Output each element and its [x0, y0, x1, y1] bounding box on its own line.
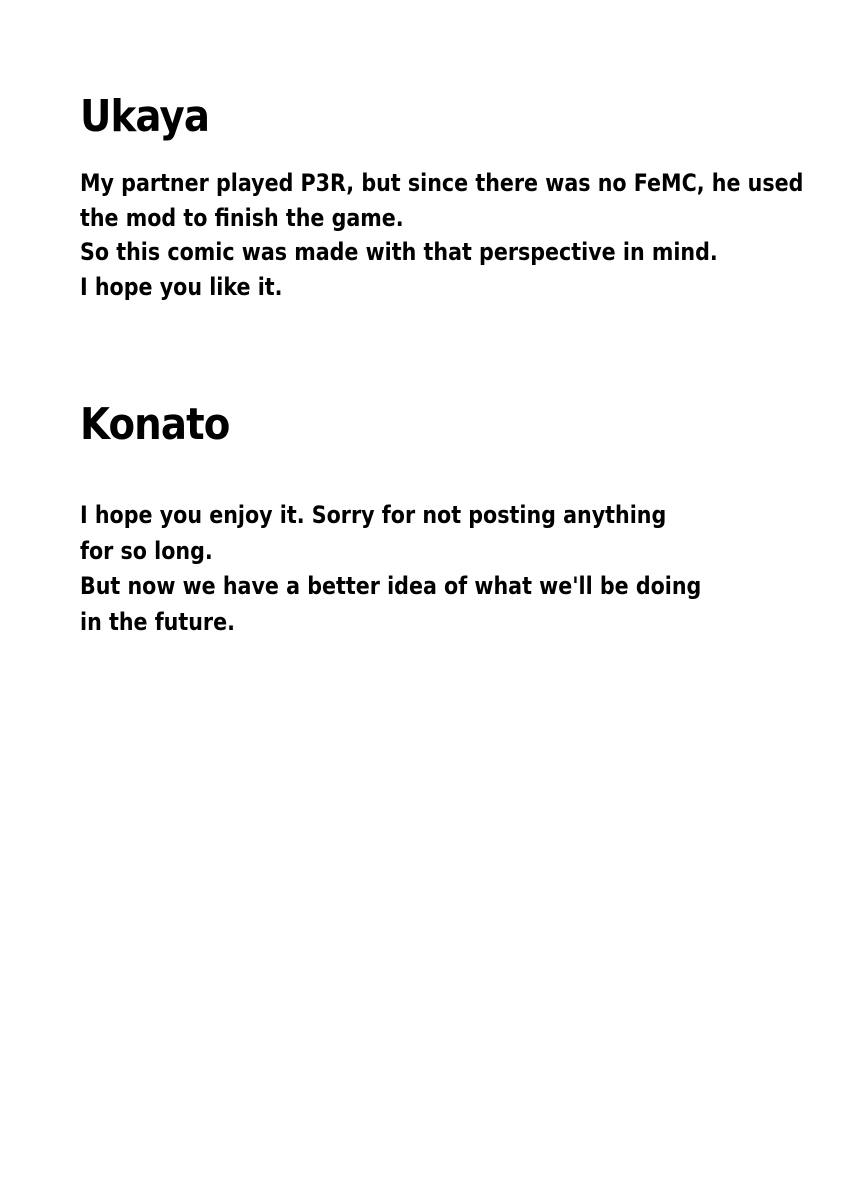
message-line: for so long. [80, 536, 213, 565]
message-line: I hope you like it. [80, 272, 283, 301]
message-line: But now we have a better idea of what we'll be doing [80, 572, 702, 600]
message-line: in the future. [80, 607, 235, 636]
author-name-ukaya: Ukaya [80, 91, 210, 142]
ukaya-section [80, 88, 804, 304]
konato-section [80, 396, 800, 640]
message-line: the mod to finish the game. [80, 203, 404, 232]
message-line: So this comic was made with that perspective in mind. [80, 238, 718, 266]
ukaya-message [80, 166, 802, 304]
message-line: My partner played P3R, but since there was no FeMC, he used [80, 169, 804, 197]
message-line: I hope you enjoy it. Sorry for not posting anything [80, 501, 667, 529]
author-name-konato: Konato [80, 399, 230, 450]
konato-message [80, 498, 802, 640]
